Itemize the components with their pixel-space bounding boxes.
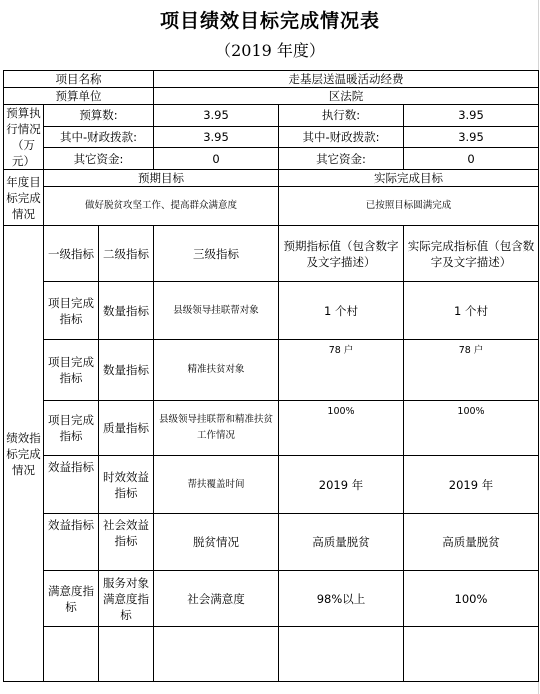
indicator-actual: 100%	[404, 401, 539, 456]
indicator-level1: 效益指标	[44, 514, 99, 571]
performance-table	[3, 70, 539, 682]
indicator-level3: 县级领导挂联帮和精准扶贫工作情况	[154, 401, 279, 456]
budget-unit-label: 预算单位	[4, 88, 154, 105]
annual-goal-row	[4, 187, 539, 226]
level1-header: 一级指标	[44, 226, 99, 282]
project-name-row	[4, 71, 539, 88]
table-row	[4, 401, 539, 456]
indicator-level3: 帮扶覆盖时间	[154, 456, 279, 514]
page-title: 项目绩效目标完成情况表	[159, 10, 380, 32]
page-subtitle: （2019 年度）	[215, 41, 325, 60]
budget-amount-row	[4, 105, 539, 127]
indicator-level1: 项目完成指标	[44, 340, 99, 401]
other-exec-value: 0	[404, 148, 539, 170]
level2-header: 二级指标	[99, 226, 154, 282]
fiscal-row	[4, 126, 539, 148]
indicator-level3: 脱贫情况	[154, 514, 279, 571]
expected-goal-header: 预期目标	[44, 170, 279, 187]
actual-goal-header: 实际完成目标	[279, 170, 539, 187]
table-row	[4, 456, 539, 514]
exec-amount-label: 执行数:	[279, 105, 404, 127]
fiscal-exec-label: 其中-财政拨款:	[279, 126, 404, 148]
expected-value-header: 预期指标值（包含数字及文字描述）	[279, 226, 404, 282]
indicator-expected: 1 个村	[279, 282, 404, 340]
indicator-level3: 社会满意度	[154, 571, 279, 627]
budget-unit-value: 区法院	[154, 88, 539, 105]
table-row	[4, 571, 539, 627]
indicator-expected: 2019 年	[279, 456, 404, 514]
indicator-expected: 100%	[279, 401, 404, 456]
indicator-level1: 项目完成指标	[44, 282, 99, 340]
indicator-actual: 100%	[404, 571, 539, 627]
level3-header: 三级指标	[154, 226, 279, 282]
fiscal-budget-label: 其中-财政拨款:	[44, 126, 154, 148]
budget-section-label: 预算执行情况（万元）	[4, 105, 44, 170]
indicator-level2: 服务对象满意度指标	[99, 571, 154, 627]
other-budget-label: 其它资金:	[44, 148, 154, 170]
empty-row	[4, 627, 539, 682]
indicator-level2: 数量指标	[99, 340, 154, 401]
annual-section-label: 年度目标完成情况	[4, 170, 44, 226]
actual-value-header: 实际完成指标值（包含数字及文字描述）	[404, 226, 539, 282]
indicator-level2: 数量指标	[99, 282, 154, 340]
budget-amount-value: 3.95	[154, 105, 279, 127]
indicator-actual: 1 个村	[404, 282, 539, 340]
indicator-level3: 县级领导挂联帮对象	[154, 282, 279, 340]
other-exec-label: 其它资金:	[279, 148, 404, 170]
expected-goal-value: 做好脱贫攻坚工作、提高群众满意度	[44, 187, 279, 226]
table-row	[4, 282, 539, 340]
fiscal-exec-value: 3.95	[404, 126, 539, 148]
indicator-actual: 高质量脱贫	[404, 514, 539, 571]
indicator-level2: 社会效益指标	[99, 514, 154, 571]
indicator-section-label: 绩效指标完成情况	[4, 226, 44, 682]
indicator-expected: 98%以上	[279, 571, 404, 627]
project-name-label: 项目名称	[4, 71, 154, 88]
indicator-level3: 精准扶贫对象	[154, 340, 279, 401]
indicator-level1: 满意度指标	[44, 571, 99, 627]
project-name-value: 走基层送温暖活动经费	[154, 71, 539, 88]
table-row	[4, 514, 539, 571]
indicator-level1: 项目完成指标	[44, 401, 99, 456]
fiscal-budget-value: 3.95	[154, 126, 279, 148]
indicator-header-row	[4, 226, 539, 282]
exec-amount-value: 3.95	[404, 105, 539, 127]
indicator-level2: 质量指标	[99, 401, 154, 456]
annual-header-row	[4, 170, 539, 187]
indicator-level2: 时效效益指标	[99, 456, 154, 514]
indicator-expected: 高质量脱贫	[279, 514, 404, 571]
other-budget-value: 0	[154, 148, 279, 170]
budget-unit-row	[4, 88, 539, 105]
actual-goal-value: 已按照目标圆满完成	[279, 187, 539, 226]
indicator-actual: 2019 年	[404, 456, 539, 514]
indicator-expected: 78 户	[279, 340, 404, 401]
indicator-level1: 效益指标	[44, 456, 99, 514]
budget-amount-label: 预算数:	[44, 105, 154, 127]
indicator-actual: 78 户	[404, 340, 539, 401]
other-funds-row	[4, 148, 539, 170]
table-row	[4, 340, 539, 401]
